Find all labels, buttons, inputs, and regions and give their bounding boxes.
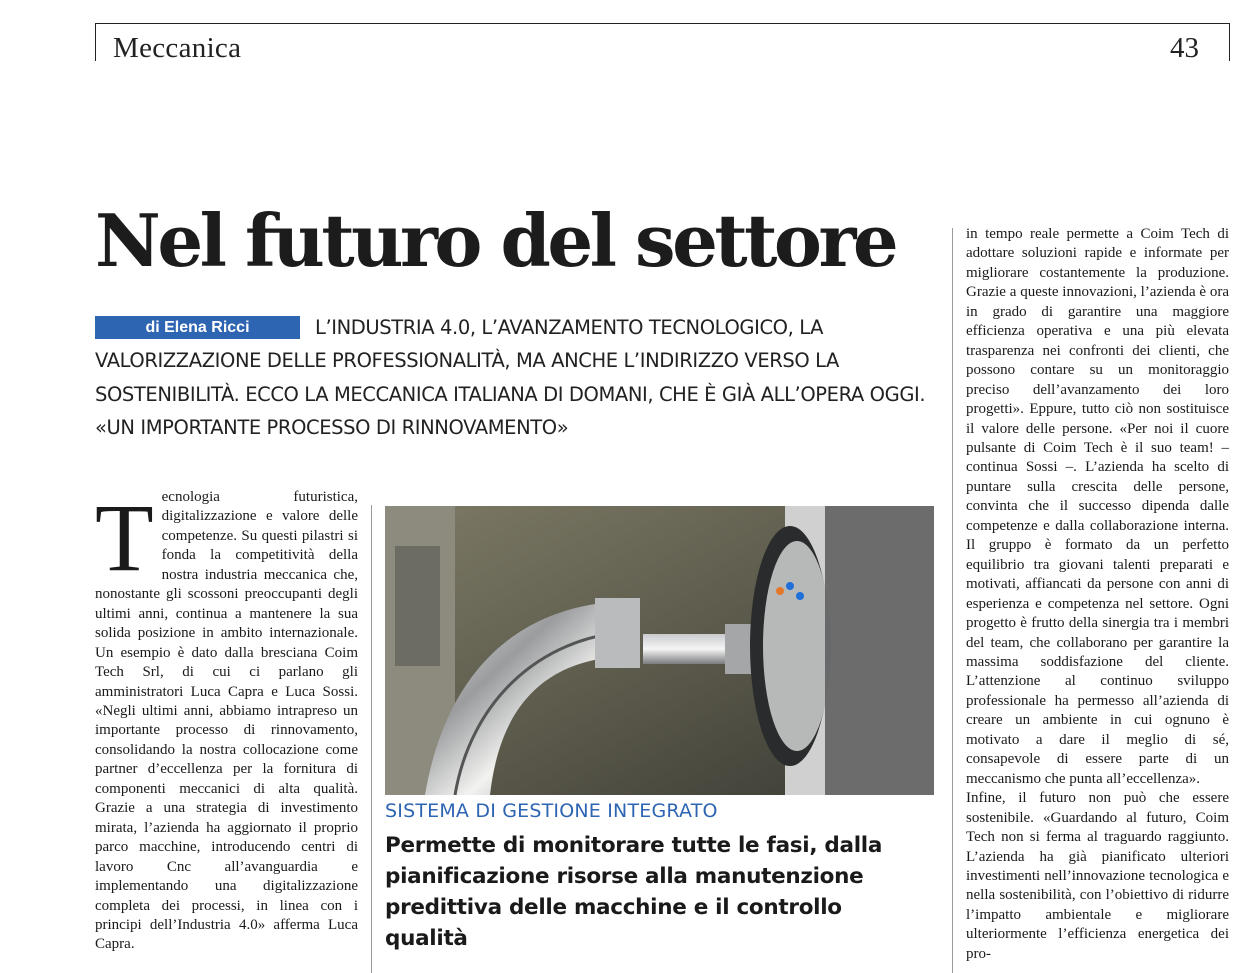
drop-cap: T [95,484,154,591]
column-3-paragraph: Infine, il futuro non può che essere sostenibile. «Guardando al futuro, Coim Tech non si ferma al traguardo raggiunto. L’azienda ha già pianificato ulteriori investimenti nell’innovazione tecnologica e nella sostenibilità, con l’obiettivo di ridurre l’impatto ambientale e migliorare ulteriormente l’efficienza energetica dei pro- [966,790,1229,962]
column-1-text: ecnologia futuristica, digitalizzazione e valore delle competenze. Su questi pilastri si fonda la competitività della nostra industria meccanica che, nonostante gli scossoni preoccupanti degli ultimi anni, continua a mantenere la sua solida posizione in ambito internazionale. Un esempio è dato dalla bresciana Coim Tech Srl, di cui ci parlano gli amministratori Luca Capra e Luca Sossi. «Negli ultimi anni, abbiamo intrapreso un importante processo di rinnovamento, consolidando la nostra collocazione come partner d’eccellenza per la fornitura di componenti meccanici di alta qualità. Grazie a una strategia di investimento mirata, l’azienda ha aggiornato il proprio parco macchine, introducendo centri di lavoro Cnc all’avanguardia e implementando una digitalizzazione completa dei processi, in linea con i principi dell’Industria 4.0» afferma Luca Capra. [95,489,358,953]
byline-badge: di Elena Ricci [95,316,300,339]
cnc-machining-photo [385,506,934,795]
column-divider [371,505,372,973]
photo-caption-text: Permette di monitorare tutte le fasi, dalla pianificazione risorse alla manutenzione predittiva delle macchine e il controllo qualità [385,833,883,951]
article-column-1 [95,484,358,955]
header-rule [95,23,1230,24]
article-lead: L’INDUSTRIA 4.0, L’AVANZAMENTO TECNOLOGICO, LA VALORIZZAZIONE DELLE PROFESSIONALITÀ, MA ANCHE L’INDIRIZZO VERSO LA SOSTENIBILITÀ. ECCO LA MECCANICA ITALIANA DI DOMANI, CHE È GIÀ ALL’OPERA OGGI. «UN IMPORTANTE PROCESSO DI RINNOVAMENTO» [95,316,926,439]
article-headline: Nel futuro del settore [95,198,896,283]
article-column-3 [966,225,1229,964]
header-rule-left [95,23,96,61]
header-rule-right [1229,23,1230,61]
column-divider-right [952,228,953,973]
page-number: 43 [1170,32,1199,64]
photo-caption-label: SISTEMA DI GESTIONE INTEGRATO [385,800,718,822]
column-3-paragraph: in tempo reale permette a Coim Tech di adottare soluzioni rapide e informate per migliorare costantemente la produzione. Grazie a queste innovazioni, l’azienda è ora in grado di garantire una maggiore efficienza operativa e una più elevata trasparenza nei confronti dei clienti, che possono contare su un monitoraggio preciso dell’avanzamento dei loro progetti». Eppure, tutto ciò non sostituisce il valore delle persone. «Per noi il cuore pulsante di Coim Tech è il suo team! – continua Sossi –. L’azienda ha scelto di puntare sulla crescita delle persone, convinta che il successo dipenda dalle competenze e dalla collaborazione interna. Il gruppo è formato da un perfetto equilibrio tra giovani talenti preparati e motivati, affiancati da persone con anni di esperienza e competenza nel settore. Ogni progetto è frutto della sinergia tra i membri del team, che collaborano per garantire la massima soddisfazione del cliente. L’attenzione al continuo sviluppo professionale ha permesso all’azienda di creare un ambiente in cui ognuno è motivato a dare il meglio di sé, consapevole di essere parte di un meccanismo che punta all’eccellenza». [966,226,1229,787]
section-title: Meccanica [113,32,242,64]
